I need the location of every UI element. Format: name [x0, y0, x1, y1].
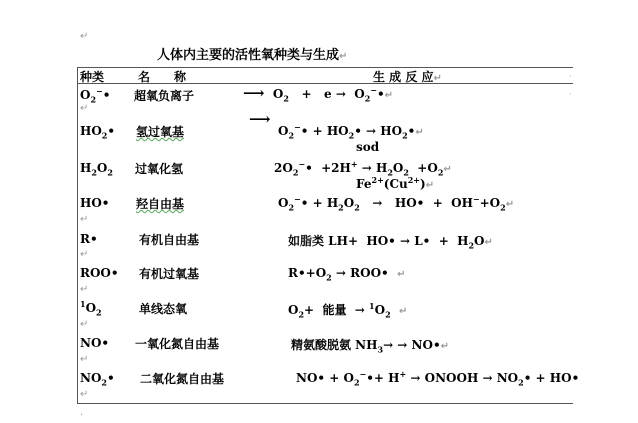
enzyme-label: sod: [356, 140, 380, 154]
row-reaction: $O_2^-•$ + $HO_2•$ → $HO_2•↵$: [278, 122, 424, 141]
row-formula: $^1O_2$: [80, 299, 102, 318]
paragraph-mark: ↵: [80, 249, 89, 260]
row-name: 一氧化氮自由基: [135, 337, 220, 351]
row-formula: NO•: [80, 336, 110, 350]
row-reaction: $O_2+$ 能量 → $^1O_2$ ↵: [288, 301, 408, 320]
row-reaction: 如脂类 LH+ HO• → L• + $H_2O↵$: [288, 234, 493, 251]
row-name: 氢过氧基: [136, 125, 185, 139]
row-name: 有机过氧基: [139, 267, 200, 281]
row-formula: HO•: [80, 196, 110, 210]
paragraph-mark: ↵: [80, 389, 89, 400]
table-title: 人体内主要的活性氧种类与生成↵: [157, 48, 348, 63]
row-formula: $NO_2•$: [80, 371, 115, 388]
header-reaction: 生 成 反 应↵: [373, 70, 442, 84]
row-formula: R•: [80, 232, 98, 246]
row-reaction: 精氨酸脱氨 $NH_3\to$ → NO•↵: [291, 338, 450, 355]
paragraph-mark: ↵: [80, 319, 89, 330]
row-name: 过氧化氢: [135, 162, 184, 176]
row-reaction: $O_2^-• + H_2O_2$ → HO• + $OH^-+O_2↵$: [278, 194, 515, 213]
paragraph-mark: ↵: [80, 214, 89, 225]
row-formula: $HO_2•$: [80, 124, 116, 141]
row-name: 有机自由基: [139, 233, 200, 247]
row-reaction: NO• + $O_2^-•+ H^+$ → ONOOH → $NO_2•$ + HO•: [296, 369, 580, 388]
row-reaction: $R•+O_2$ → ROO• ↵: [288, 266, 406, 283]
header-species: 种类: [80, 70, 105, 84]
row-formula: $H_2O_2$: [80, 161, 113, 178]
paragraph-mark: ·: [80, 410, 84, 421]
header-name: 名 称: [138, 70, 187, 84]
long-arrow: ⟶: [249, 110, 271, 128]
table-left-rule: [77, 67, 78, 403]
side-mark: ·: [569, 72, 572, 81]
row-reaction: $2O_2^-• +2H^+ \to H_2O_2$ $+O_2↵$: [274, 159, 452, 178]
row-reaction: ⟶ $O_2 + e$ → $O_2^-•↵$: [243, 84, 394, 104]
paragraph-mark: ↵: [80, 103, 89, 114]
row-name: 羟自由基: [136, 197, 185, 211]
row-name: 超氧负离子: [134, 89, 195, 103]
paragraph-mark: ↵: [80, 284, 89, 295]
row-formula: $O_2^-•$: [80, 86, 111, 105]
row-formula: ROO•: [80, 266, 119, 280]
row-name: 单线态氧: [139, 302, 188, 316]
paragraph-mark: ↵: [80, 354, 89, 365]
paragraph-mark: ↵: [80, 31, 89, 42]
catalyst-label: $Fe^{2+}(Cu^{2+})↵$: [356, 175, 435, 191]
row-name: 二氧化氮自由基: [140, 372, 225, 386]
side-mark: ·: [569, 90, 572, 99]
table-bottom-rule: [77, 403, 573, 404]
